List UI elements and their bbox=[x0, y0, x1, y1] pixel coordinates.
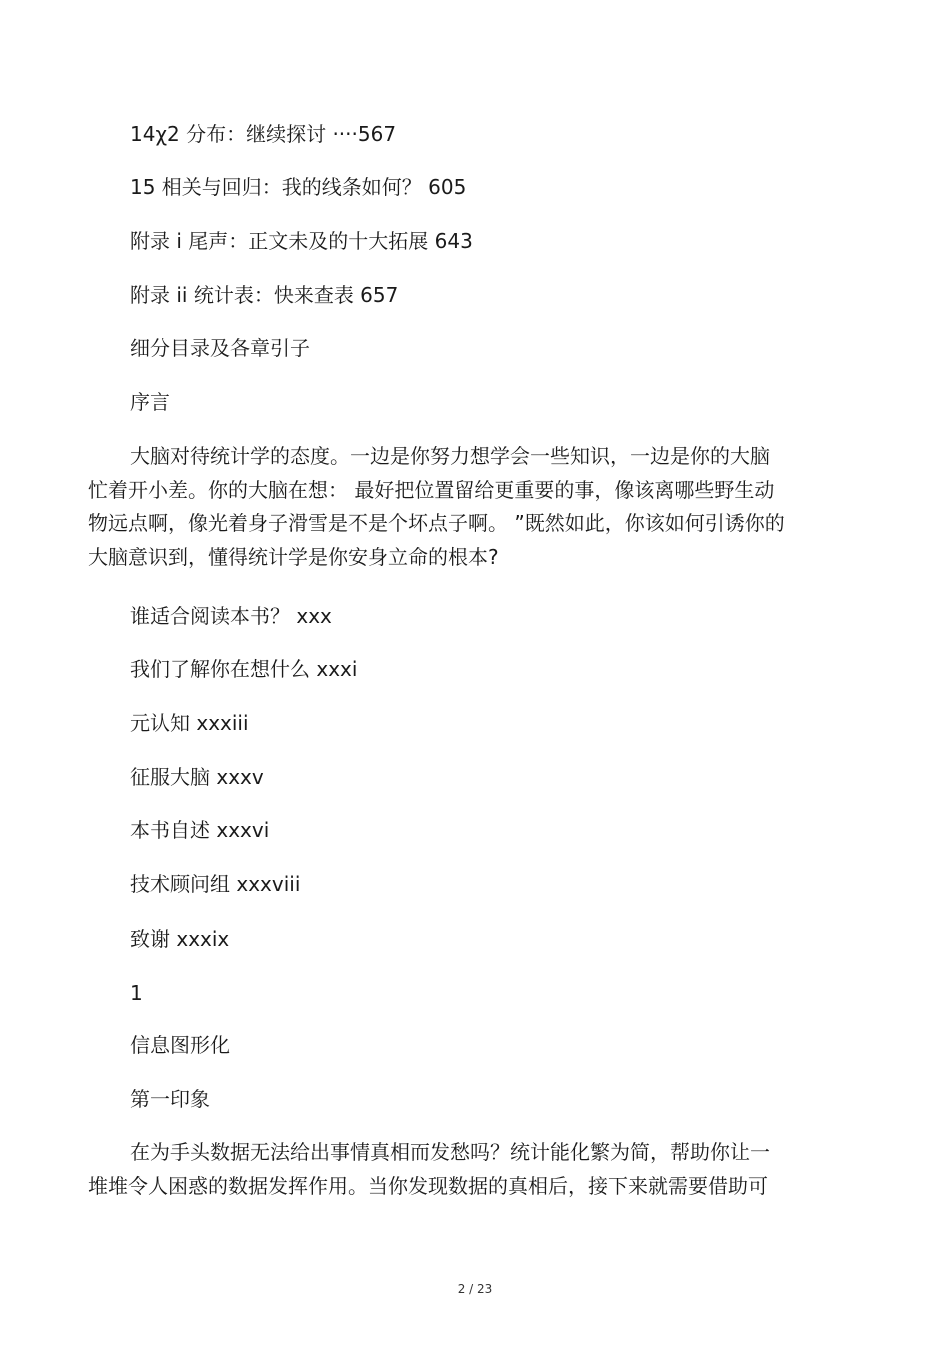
toc-entry-chapter-14: 14χ2 分布：继续探讨 ····567 bbox=[130, 122, 397, 146]
paragraph-line: 大脑对待统计学的态度。一边是你努力想学会一些知识，一边是你的大脑 bbox=[130, 444, 770, 468]
preface-entry-acknowledgments: 致谢 xxxix bbox=[130, 927, 230, 951]
toc-entry-chapter-15: 15 相关与回归：我的线条如何？ 605 bbox=[130, 175, 467, 199]
preface-entry-who-should-read: 谁适合阅读本书？ xxx bbox=[130, 604, 332, 628]
paragraph-line: 在为手头数据无法给出事情真相而发愁吗？统计能化繁为简，帮助你让一 bbox=[130, 1140, 770, 1164]
chapter-number: 1 bbox=[130, 981, 143, 1005]
preface-entry-about-book: 本书自述 xxxvi bbox=[130, 818, 270, 842]
toc-heading-detailed-contents: 细分目录及各章引子 bbox=[130, 336, 310, 360]
preface-entry-what-you-think: 我们了解你在想什么 xxxi bbox=[130, 657, 358, 681]
paragraph-line: 物远点啊，像光着身子滑雪是不是个坏点子啊。 ”既然如此，你该如何引诱你的 bbox=[88, 511, 785, 535]
toc-entry-appendix-i: 附录 i 尾声：正文未及的十大拓展 643 bbox=[130, 229, 473, 253]
toc-heading-preface: 序言 bbox=[130, 390, 170, 414]
paragraph-line: 堆堆令人困惑的数据发挥作用。当你发现数据的真相后，接下来就需要借助可 bbox=[88, 1173, 768, 1198]
toc-entry-appendix-ii: 附录 ii 统计表：快来查表 657 bbox=[130, 283, 399, 307]
preface-entry-metacognition: 元认知 xxxiii bbox=[130, 711, 249, 735]
preface-paragraph bbox=[88, 440, 848, 574]
chapter-subtitle: 第一印象 bbox=[130, 1087, 210, 1111]
preface-entry-conquer-brain: 征服大脑 xxxv bbox=[130, 765, 264, 789]
paragraph-line: 大脑意识到，懂得统计学是你安身立命的根本? bbox=[88, 544, 499, 569]
paragraph-line: 忙着开小差。你的大脑在想： 最好把位置留给更重要的事，像该离哪些野生动 bbox=[88, 477, 775, 502]
chapter-title: 信息图形化 bbox=[130, 1033, 230, 1057]
chapter-intro-paragraph bbox=[88, 1136, 848, 1203]
preface-entry-tech-reviewers: 技术顾问组 xxxviii bbox=[130, 872, 301, 896]
page-number-indicator: 2 / 23 bbox=[457, 1282, 493, 1296]
